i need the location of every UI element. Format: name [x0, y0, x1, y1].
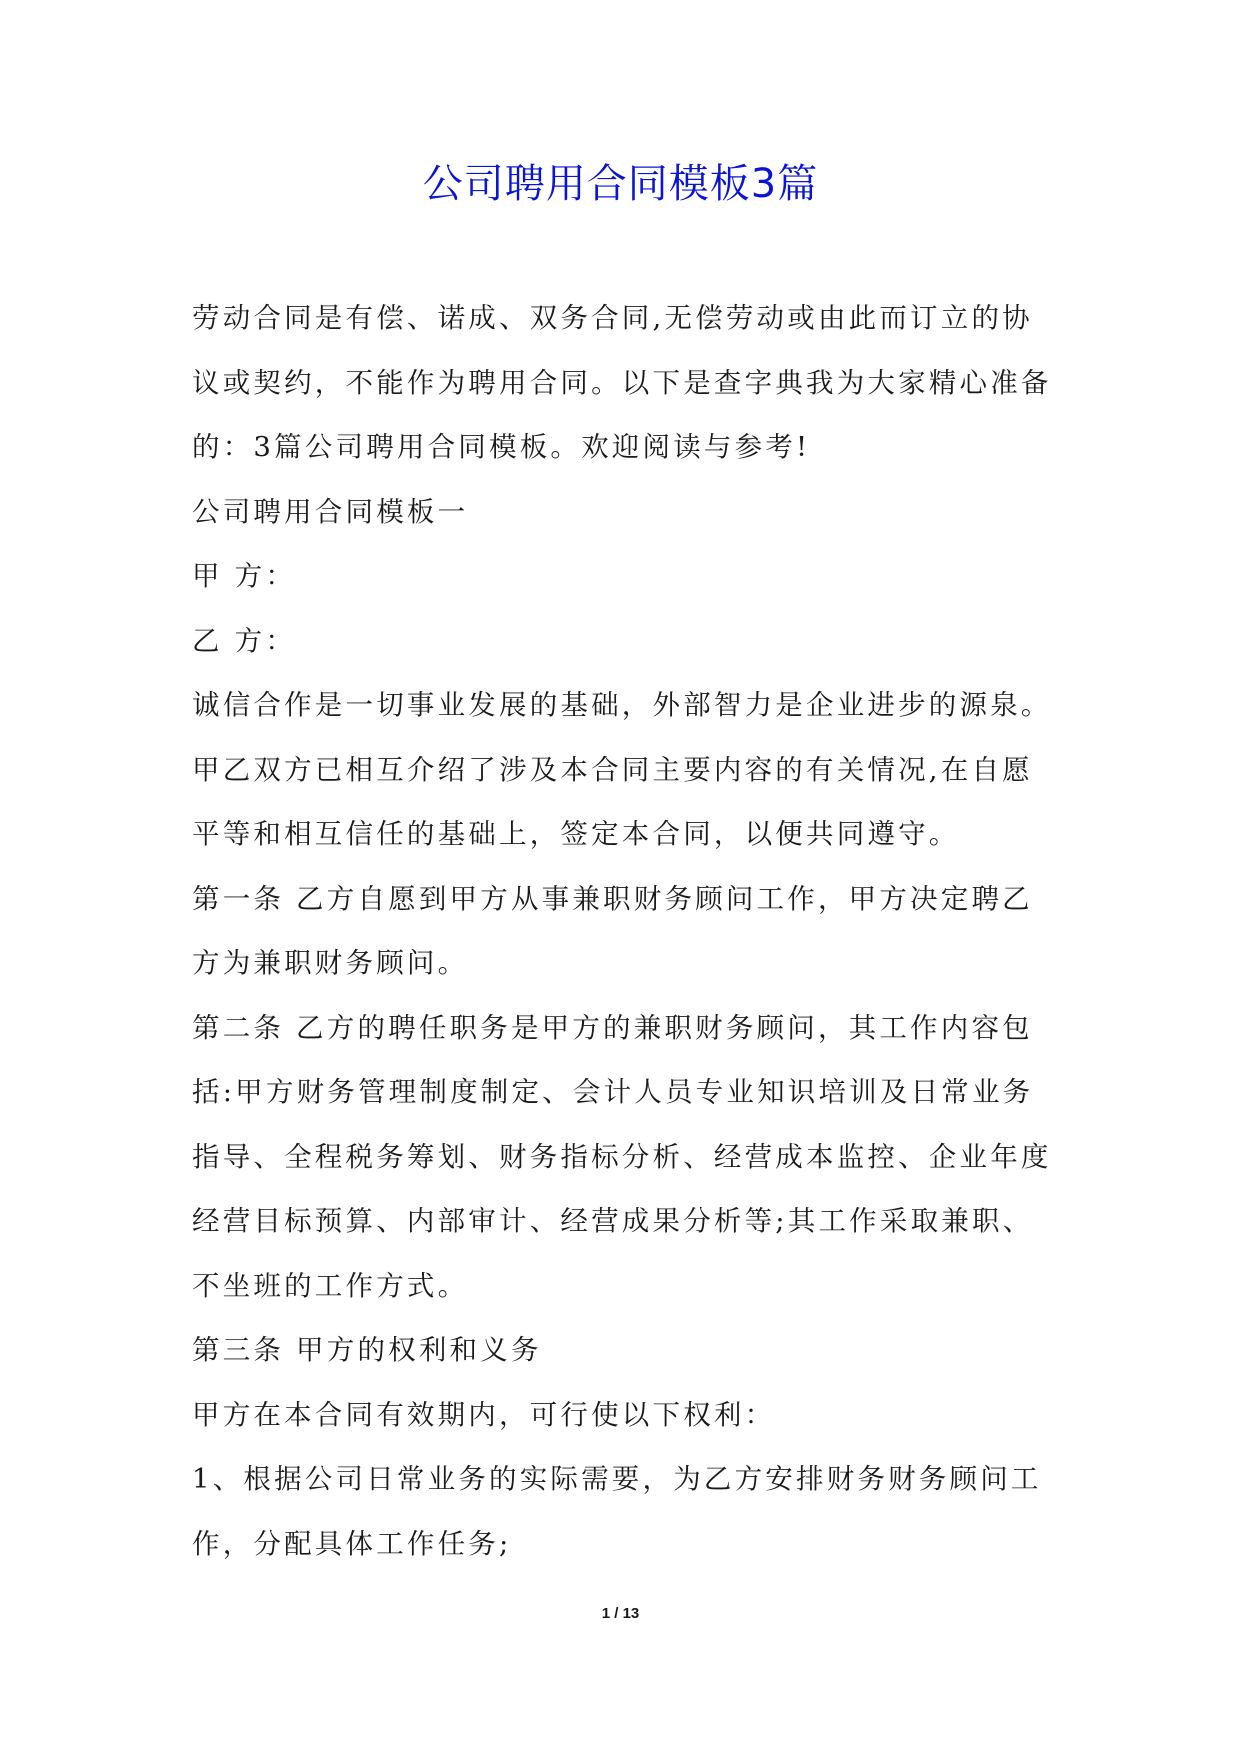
text-line: 议或契约，不能作为聘用合同。以下是查字典我为大家精心准备	[192, 366, 1052, 399]
text-line: 经营目标预算、内部审计、经营成果分析等;其工作采取兼职、	[192, 1205, 1034, 1237]
document-title: 公司聘用合同模板3篇	[422, 161, 819, 207]
document-body	[192, 286, 1072, 1576]
text-line: 劳动合同是有偿、诺成、双务合同,无偿劳动或由此而订立的协	[192, 302, 1033, 334]
text-line: 作，分配具体工作任务;	[192, 1527, 512, 1560]
article-3-line: 第三条 甲方的权利和义务	[192, 1334, 542, 1366]
article-2-line: 第二条 乙方的聘任职务是甲方的兼职财务顾问，其工作内容包	[192, 1011, 1033, 1044]
party-b-line: 乙 方：	[192, 624, 297, 657]
section-heading: 公司聘用合同模板一	[192, 495, 469, 528]
party-a-line: 甲 方：	[192, 560, 297, 592]
text-line: 指导、全程税务筹划、财务指标分析、经营成本监控、企业年度	[192, 1140, 1052, 1173]
text-line: 不坐班的工作方式。	[192, 1269, 469, 1302]
article-1-line: 第一条 乙方自愿到甲方从事兼职财务顾问工作，甲方决定聘乙	[192, 882, 1033, 915]
text-line: 甲方在本合同有效期内，可行使以下权利：	[192, 1398, 776, 1431]
text-line: 平等和相互信任的基础上，签定本合同，以便共同遵守。	[192, 818, 960, 850]
page-number: 1 / 13	[601, 1605, 640, 1622]
text-line: 方为兼职财务顾问。	[192, 947, 469, 979]
text-line: 括:甲方财务管理制度制定、会计人员专业知识培训及日常业务	[192, 1076, 1034, 1108]
text-line: 诚信合作是一切事业发展的基础，外部智力是企业进步的源泉。	[192, 689, 1052, 721]
text-line: 的：3篇公司聘用合同模板。欢迎阅读与参考!	[192, 431, 811, 463]
list-item-line: 1、根据公司日常业务的实际需要，为乙方安排财务财务顾问工	[192, 1463, 1042, 1495]
text-line: 甲乙双方已相互介绍了涉及本合同主要内容的有关情况,在自愿	[192, 753, 1033, 786]
